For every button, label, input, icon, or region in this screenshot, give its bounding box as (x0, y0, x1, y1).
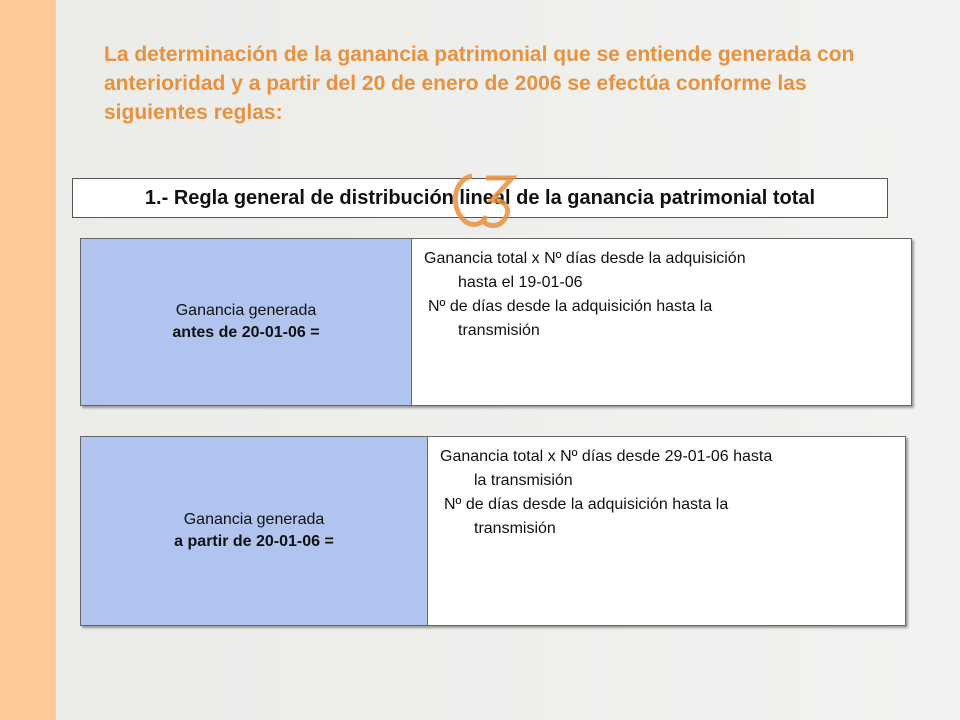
formula-table-after (80, 436, 906, 626)
numerator-line1: Ganancia total x Nº días desde 29-01-06 hasta (440, 448, 773, 465)
lhs-line1: Ganancia generada (183, 511, 325, 528)
slide-title: La determinación de la ganancia patrimonial que se entiende generada con anterioridad y a partir del 20 de enero de 2006 se efectúa conforme las siguientes reglas: (104, 43, 855, 124)
formula-lhs (81, 239, 412, 405)
numerator-line2: hasta el 19-01-06 (458, 274, 583, 291)
denominator-line2: transmisión (458, 322, 540, 339)
formula-rhs (412, 239, 911, 405)
rule-heading: 1.- Regla general de distribución lineal de la ganancia patrimonial total (144, 186, 816, 209)
denominator-line1: Nº de días desde la adquisición hasta la (428, 298, 713, 315)
lhs-line2: antes de 20-01-06 = (172, 324, 320, 341)
numerator-line2: la transmisión (474, 472, 573, 489)
denominator-line2: transmisión (474, 520, 556, 537)
formula-lhs (81, 437, 428, 625)
left-accent-bar (0, 0, 56, 720)
formula-rhs (428, 437, 905, 625)
lhs-line1: Ganancia generada (175, 302, 317, 319)
decorative-flourish-icon (442, 170, 522, 230)
lhs-line2: a partir de 20-01-06 = (174, 533, 334, 550)
formula-table-before (80, 238, 912, 406)
denominator-line1: Nº de días desde la adquisición hasta la (444, 496, 729, 513)
numerator-line1: Ganancia total x Nº días desde la adquisición (424, 250, 746, 267)
